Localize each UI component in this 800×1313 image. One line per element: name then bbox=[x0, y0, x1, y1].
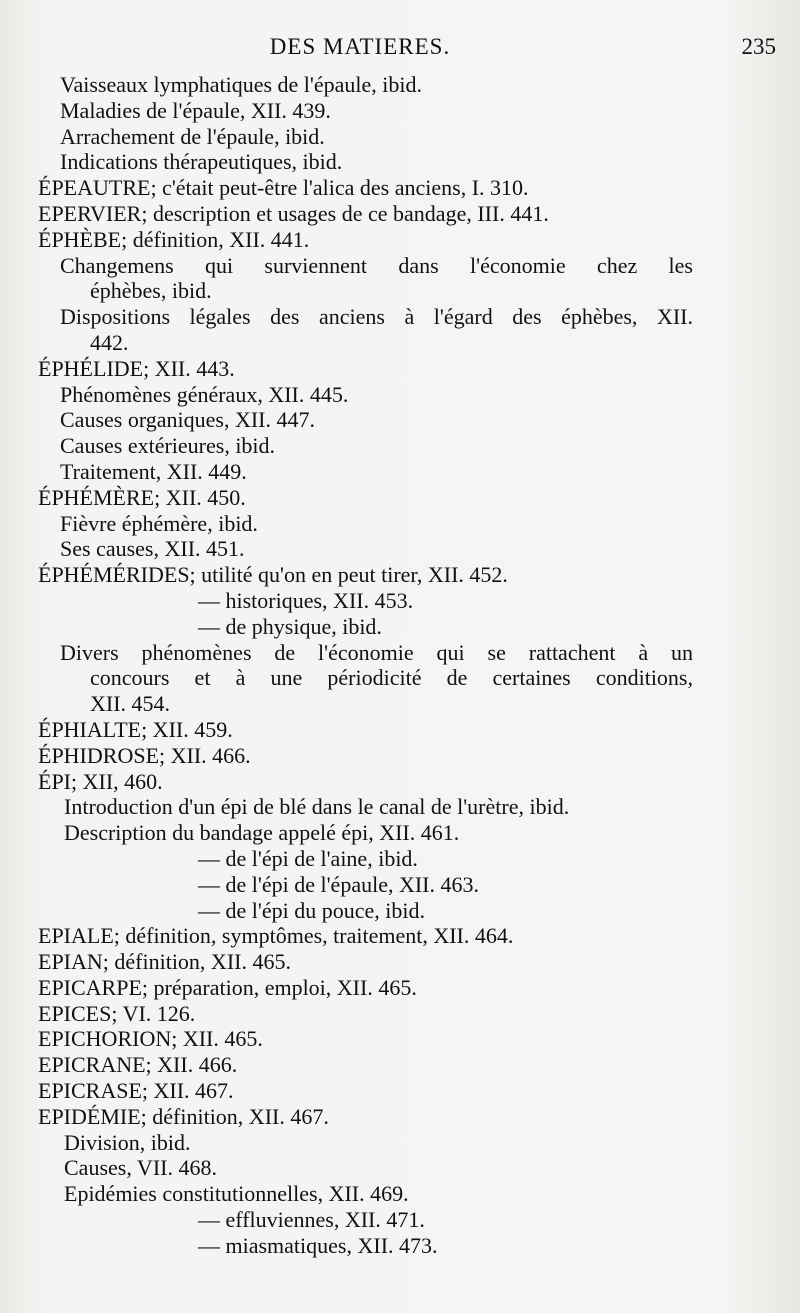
index-line: EPIDÉMIE; définition, XII. 467. bbox=[38, 1103, 329, 1129]
page-header bbox=[0, 34, 800, 64]
index-line: EPERVIER; description et usages de ce bandage, III. 441. bbox=[38, 200, 549, 226]
index-line: XII. 454. bbox=[90, 691, 171, 717]
index-line: Fièvre éphémère, ibid. bbox=[60, 510, 258, 536]
index-line: Changemens qui surviennent dans l'économie chez les bbox=[60, 252, 693, 278]
index-line: Divers phénomènes de l'économie qui se rattachent à un bbox=[60, 639, 693, 665]
index-line: ÉPHIALTE; XII. 459. bbox=[38, 716, 233, 742]
index-line: EPIAN; définition, XII. 465. bbox=[38, 949, 291, 975]
index-line: ÉPHÉMÉRIDES; utilité qu'on en peut tirer, XII. 452. bbox=[38, 562, 508, 588]
index-line: Indications thérapeutiques, ibid. bbox=[60, 149, 343, 175]
index-line: — de l'épi du pouce, ibid. bbox=[198, 897, 425, 923]
index-line: ÉPHÈBE; définition, XII. 441. bbox=[38, 226, 310, 252]
page-number: 235 bbox=[741, 34, 776, 59]
index-line: Causes extérieures, ibid. bbox=[60, 433, 276, 459]
index-line: EPICES; VI. 126. bbox=[38, 1000, 196, 1026]
index-line: Introduction d'un épi de blé dans le canal de l'urètre, ibid. bbox=[64, 794, 570, 820]
index-line: ÉPEAUTRE; c'était peut-être l'alica des anciens, I. 310. bbox=[38, 175, 529, 201]
index-line: Division, ibid. bbox=[64, 1129, 191, 1155]
index-line: — de physique, ibid. bbox=[198, 613, 382, 639]
index-line: Description du bandage appelé épi, XII. 461. bbox=[64, 820, 460, 846]
index-line: Epidémies constitutionnelles, XII. 469. bbox=[64, 1181, 409, 1207]
index-line: EPICRASE; XII. 467. bbox=[38, 1078, 234, 1104]
index-line: Arrachement de l'épaule, ibid. bbox=[60, 123, 325, 149]
index-line: Maladies de l'épaule, XII. 439. bbox=[60, 97, 331, 123]
index-line: — miasmatiques, XII. 473. bbox=[198, 1232, 438, 1258]
index-line: — de l'épi de l'épaule, XII. 463. bbox=[198, 871, 480, 897]
index-line: 442. bbox=[90, 329, 129, 355]
index-line: EPICARPE; préparation, emploi, XII. 465. bbox=[38, 974, 417, 1000]
index-line: Traitement, XII. 449. bbox=[60, 458, 247, 484]
index-line: Phénomènes généraux, XII. 445. bbox=[60, 381, 349, 407]
index-line: ÉPHIDROSE; XII. 466. bbox=[38, 742, 251, 768]
index-line: Dispositions légales des anciens à l'égard des éphèbes, XII. bbox=[60, 304, 693, 330]
index-line: ÉPHÉMÈRE; XII. 450. bbox=[38, 484, 246, 510]
index-line: concours et à une périodicité de certaines conditions, bbox=[90, 665, 693, 691]
running-title: DES MATIERES. bbox=[269, 34, 451, 59]
index-entries bbox=[38, 72, 693, 1259]
index-line: Vaisseaux lymphatiques de l'épaule, ibid. bbox=[60, 72, 422, 97]
index-line: éphèbes, ibid. bbox=[90, 278, 212, 304]
index-line: Causes organiques, XII. 447. bbox=[60, 407, 315, 433]
index-line: — de l'épi de l'aine, ibid. bbox=[198, 845, 418, 871]
index-line: ÉPHÉLIDE; XII. 443. bbox=[38, 355, 235, 381]
index-line: — historiques, XII. 453. bbox=[198, 587, 414, 613]
index-line: EPICHORION; XII. 465. bbox=[38, 1026, 263, 1052]
index-line: EPICRANE; XII. 466. bbox=[38, 1052, 238, 1078]
index-line: EPIALE; définition, symptômes, traitement, XII. 464. bbox=[38, 923, 514, 949]
index-line: — effluviennes, XII. 471. bbox=[198, 1207, 425, 1233]
index-line: Ses causes, XII. 451. bbox=[60, 536, 245, 562]
index-line: ÉPI; XII, 460. bbox=[38, 768, 163, 794]
index-line: Causes, VII. 468. bbox=[64, 1155, 217, 1181]
